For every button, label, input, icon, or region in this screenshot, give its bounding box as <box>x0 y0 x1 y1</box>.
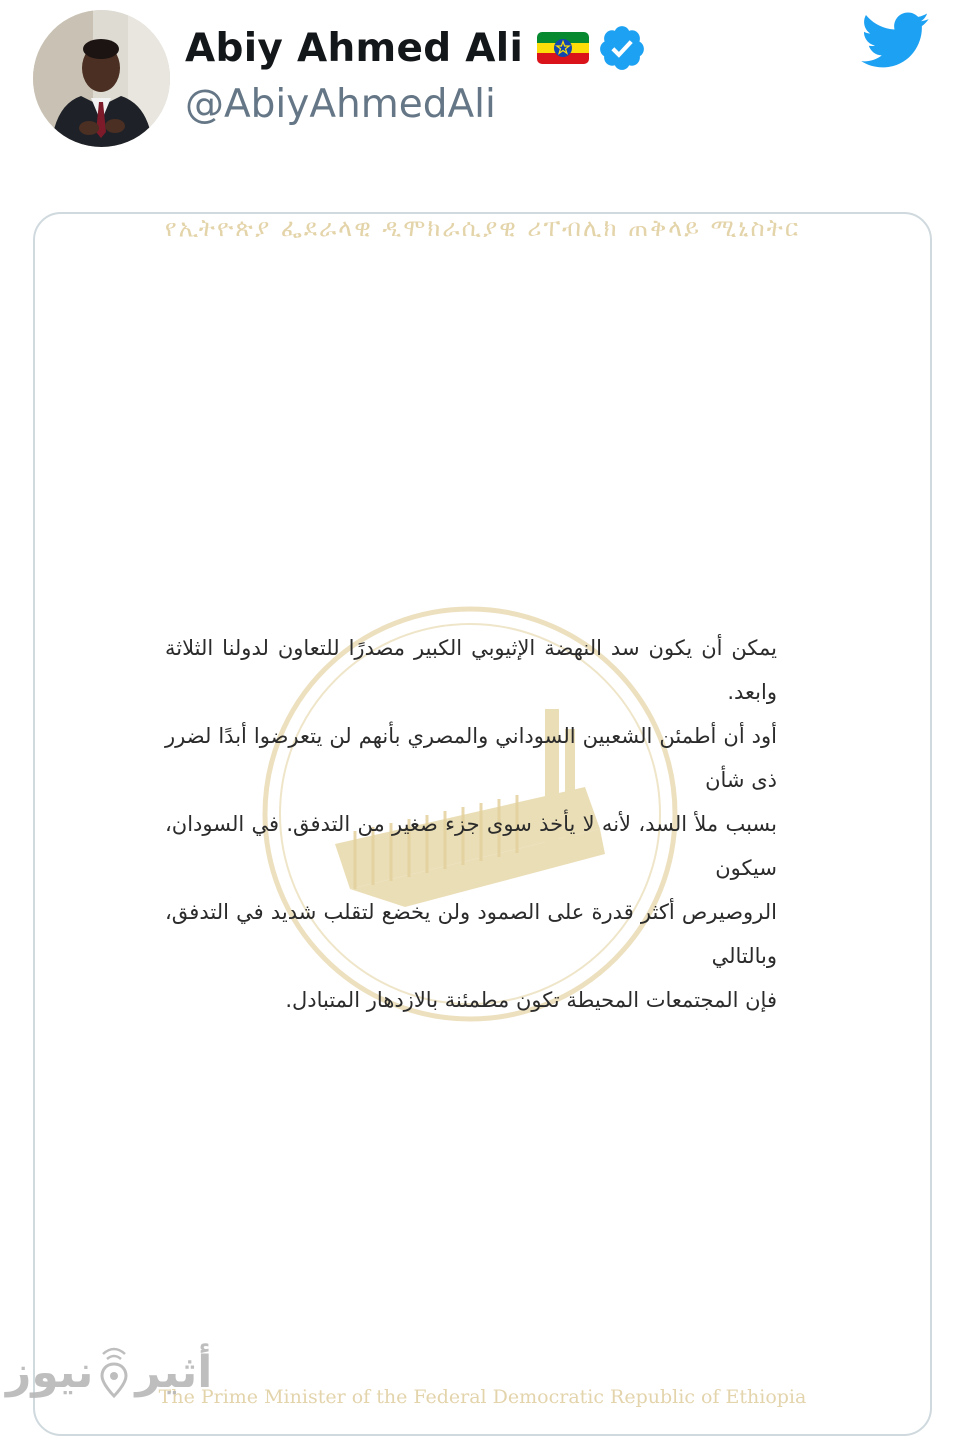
letterhead-amharic: የኢትዮጵያ ፌደራላዊ ዲሞክራሲያዊ ሪፐብሊክ ጠቅላይ ሚኒስትር <box>164 214 801 242</box>
statement-line: بسبب ملأ السد، لأنه لا يأخذ سوى جزء صغير من التدفق. في السودان، سيكون <box>165 812 777 880</box>
statement-line: أود أن أطمئن الشعبين السوداني والمصري بأنهم لن يتعرضوا أبدًا لضرر ذى شأن <box>165 724 777 792</box>
twitter-bird-icon[interactable] <box>858 10 930 72</box>
statement-line: يمكن أن يكون سد النهضة الإثيوبي الكبير مصدرًا للتعاون لدولنا الثلاثة وابعد. <box>165 636 777 704</box>
location-pin-icon <box>97 1344 131 1398</box>
statement-line: الروصيرص أكثر قدرة على الصمود ولن يخضع لتقلب شديد في التدفق، وبالتالي <box>165 900 777 968</box>
letterhead-footer-english: The Prime Minister of the Federal Democratic Republic of Ethiopia <box>158 1386 807 1408</box>
author-name-row[interactable] <box>185 22 647 74</box>
watermark-word: نيوز <box>6 1347 94 1398</box>
statement-line: فإن المجتمعات المحيطة تكون مطمئنة بالازدهار المتبادل. <box>285 988 777 1012</box>
ethiopia-flag-icon <box>537 32 589 64</box>
news-watermark <box>6 1336 212 1398</box>
author-display-name[interactable]: Abiy Ahmed Ali <box>185 25 524 71</box>
statement-text <box>165 626 777 1022</box>
watermark-word: أثير <box>135 1347 213 1398</box>
author-handle[interactable]: @AbiyAhmedAli <box>185 82 496 127</box>
tweet-media-image[interactable] <box>33 212 932 1436</box>
verified-badge-icon <box>597 23 647 73</box>
profile-photo <box>33 10 170 147</box>
avatar[interactable] <box>33 10 170 147</box>
